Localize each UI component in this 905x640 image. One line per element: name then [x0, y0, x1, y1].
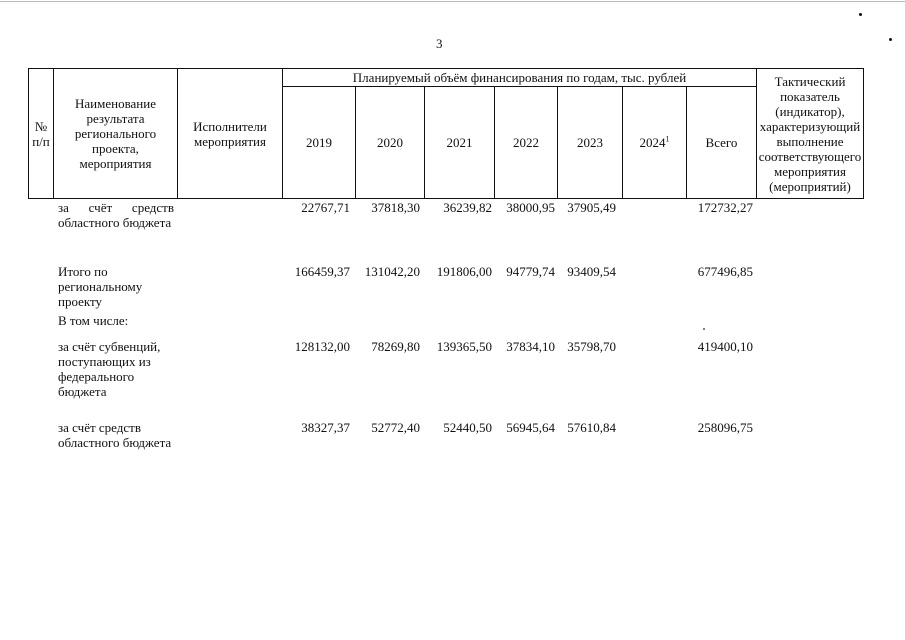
value-2020: 78269,80	[371, 339, 420, 354]
header-year-2023: 2023	[558, 87, 623, 199]
value-2022: 94779,74	[506, 264, 555, 279]
header-num: № п/п	[29, 69, 54, 199]
value-2020: 131042,20	[364, 264, 420, 279]
value-2021: 36239,82	[443, 200, 492, 215]
value-total: 419400,10	[697, 339, 753, 354]
page-number: 3	[436, 36, 443, 51]
value-2020: 37818,30	[371, 200, 420, 215]
value-2022: 38000,95	[506, 200, 555, 215]
row-label: В том числе:	[58, 313, 129, 328]
value-2021: 191806,00	[436, 264, 492, 279]
value-total: 677496,85	[697, 264, 753, 279]
value-total: 258096,75	[697, 420, 753, 435]
header-year-2024: 2024$^1$	[623, 87, 687, 199]
header-year-2019: 2019	[283, 87, 356, 199]
row-label: за счёт средств областного бюджета	[58, 200, 174, 230]
table-header	[28, 68, 864, 199]
value-2021: 139365,50	[436, 339, 492, 354]
scan-speck	[889, 38, 892, 41]
value-2019: 128132,00	[294, 339, 350, 354]
footnote-mark: 1	[665, 134, 670, 144]
header-year-2021: 2021	[425, 87, 495, 199]
header-total: Всего	[687, 87, 757, 199]
value-2023: 37905,49	[567, 200, 616, 215]
value-2020: 52772,40	[371, 420, 420, 435]
header-name: Наименование результата регионального проекта, мероприятия	[54, 69, 178, 199]
header-year-2020: 2020	[356, 87, 425, 199]
header-funding-title: Планируемый объём финансирования по годам, тыс. рублей	[283, 69, 757, 87]
value-2019: 166459,37	[294, 264, 350, 279]
value-total: 172732,27	[697, 200, 753, 215]
row-label: за счёт субвенций, поступающих из федерального бюджета	[58, 339, 161, 399]
scan-speck	[703, 328, 705, 330]
header-executors: Исполнители мероприятия	[178, 69, 283, 199]
value-2022: 56945,64	[506, 420, 555, 435]
value-2022: 37834,10	[506, 339, 555, 354]
value-2023: 57610,84	[567, 420, 616, 435]
header-year-2022: 2022	[495, 87, 558, 199]
scan-speck	[859, 13, 862, 16]
value-2021: 52440,50	[443, 420, 492, 435]
value-2019: 38327,37	[301, 420, 350, 435]
value-2023: 93409,54	[567, 264, 616, 279]
value-2023: 35798,70	[567, 339, 616, 354]
row-label: за счёт средств областного бюджета	[58, 420, 172, 450]
top-edge-line	[0, 1, 905, 2]
header-indicator: Тактический показатель (индикатор), характеризующий выполнение соответствующего мероприятия (мероприятий)	[757, 69, 864, 199]
value-2019: 22767,71	[301, 200, 350, 215]
row-label: Итого по региональному проекту	[58, 264, 143, 309]
